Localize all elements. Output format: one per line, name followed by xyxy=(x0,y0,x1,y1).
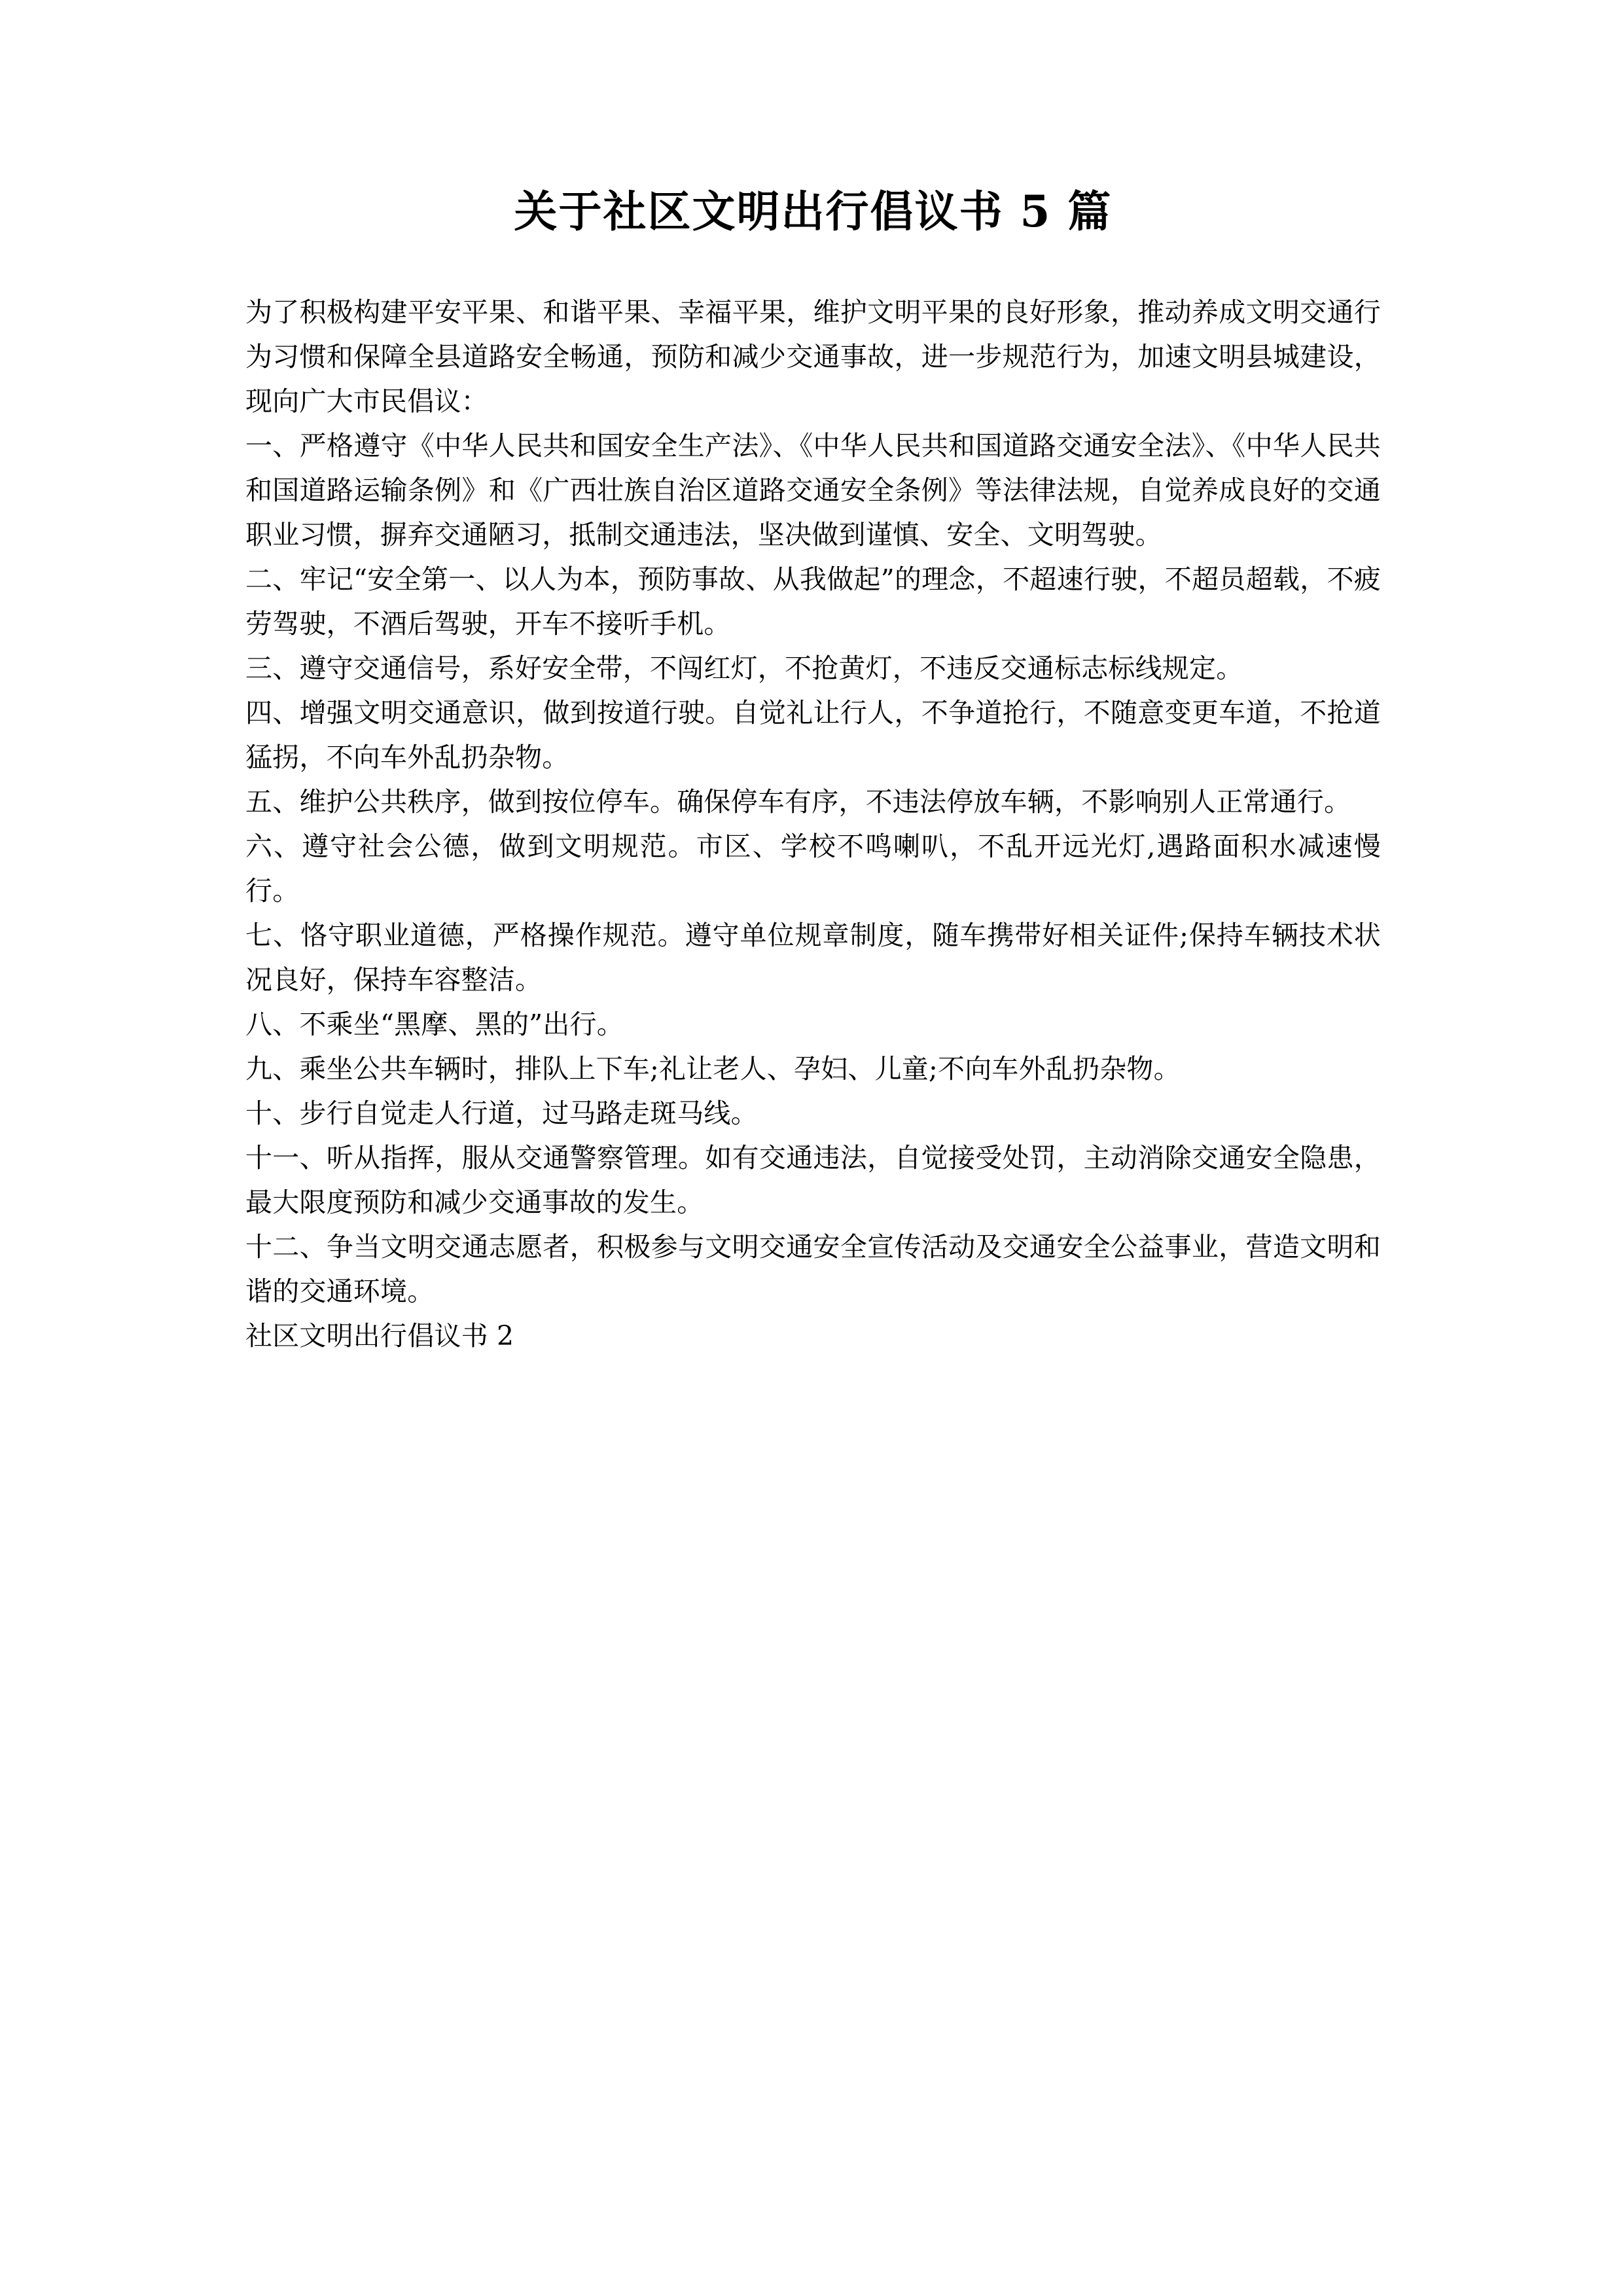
paragraph-item-9: 九、乘坐公共车辆时，排队上下车;礼让老人、孕妇、儿童;不向车外乱扔杂物。 xyxy=(245,1052,1181,1085)
paragraph-item-8: 八、不乘坐“黑摩、黑的”出行。 xyxy=(245,1008,624,1040)
paragraph-item-6: 六、遵守社会公德，做到文明规范。市区、学校不鸣喇叭，不乱开远光灯,遇路面积水减速慢行。 xyxy=(245,830,1381,906)
paragraph-item-2: 二、牢记“安全第一、以人为本，预防事故、从我做起”的理念，不超速行驶，不超员超载，不疲劳驾驶，不酒后驾驶，开车不接听手机。 xyxy=(245,563,1381,639)
paragraph-item-7: 七、恪守职业道德，严格操作规范。遵守单位规章制度，随车携带好相关证件;保持车辆技术状况良好，保持车容整洁。 xyxy=(245,919,1381,996)
document-content xyxy=(245,0,1381,1358)
paragraph-item-10: 十、步行自觉走人行道，过马路走斑马线。 xyxy=(245,1097,758,1129)
paragraph-item-1: 一、严格遵守《中华人民共和国安全生产法》、《中华人民共和国道路交通安全法》、《中华人民共和国道路运输条例》和《广西壮族自治区道路交通安全条例》等法律法规，自觉养成良好的交通职业习惯，摒弃交通陋习，抵制交通违法，坚决做到谨慎、安全、文明驾驶。 xyxy=(245,429,1381,550)
paragraph-intro: 为了积极构建平安平果、和谐平果、幸福平果，维护文明平果的良好形象，推动养成文明交通行为习惯和保障全县道路安全畅通，预防和减少交通事故，进一步规范行为，加速文明县城建设，现向广大市民倡议： xyxy=(245,296,1381,417)
section-heading-part-2: 社区文明出行倡议书 2 xyxy=(245,1319,514,1352)
paragraph-item-4: 四、增强文明交通意识，做到按道行驶。自觉礼让行人，不争道抢行，不随意变更车道，不抢道猛拐，不向车外乱扔杂物。 xyxy=(245,696,1381,773)
paragraph-item-11: 十一、听从指挥，服从交通警察管理。如有交通违法，自觉接受处罚，主动消除交通安全隐患，最大限度预防和减少交通事故的发生。 xyxy=(245,1141,1381,1218)
page-title: 关于社区文明出行倡议书 5 篇 xyxy=(514,186,1113,237)
paragraph-item-3: 三、遵守交通信号，系好安全带，不闯红灯，不抢黄灯，不违反交通标志标线规定。 xyxy=(245,652,1243,684)
document-body xyxy=(245,290,1381,1358)
paragraph-item-5: 五、维护公共秩序，做到按位停车。确保停车有序，不违法停放车辆，不影响别人正常通行。 xyxy=(245,785,1351,817)
paragraph-item-12: 十二、争当文明交通志愿者，积极参与文明交通安全宣传活动及交通安全公益事业，营造文明和谐的交通环境。 xyxy=(245,1230,1381,1307)
